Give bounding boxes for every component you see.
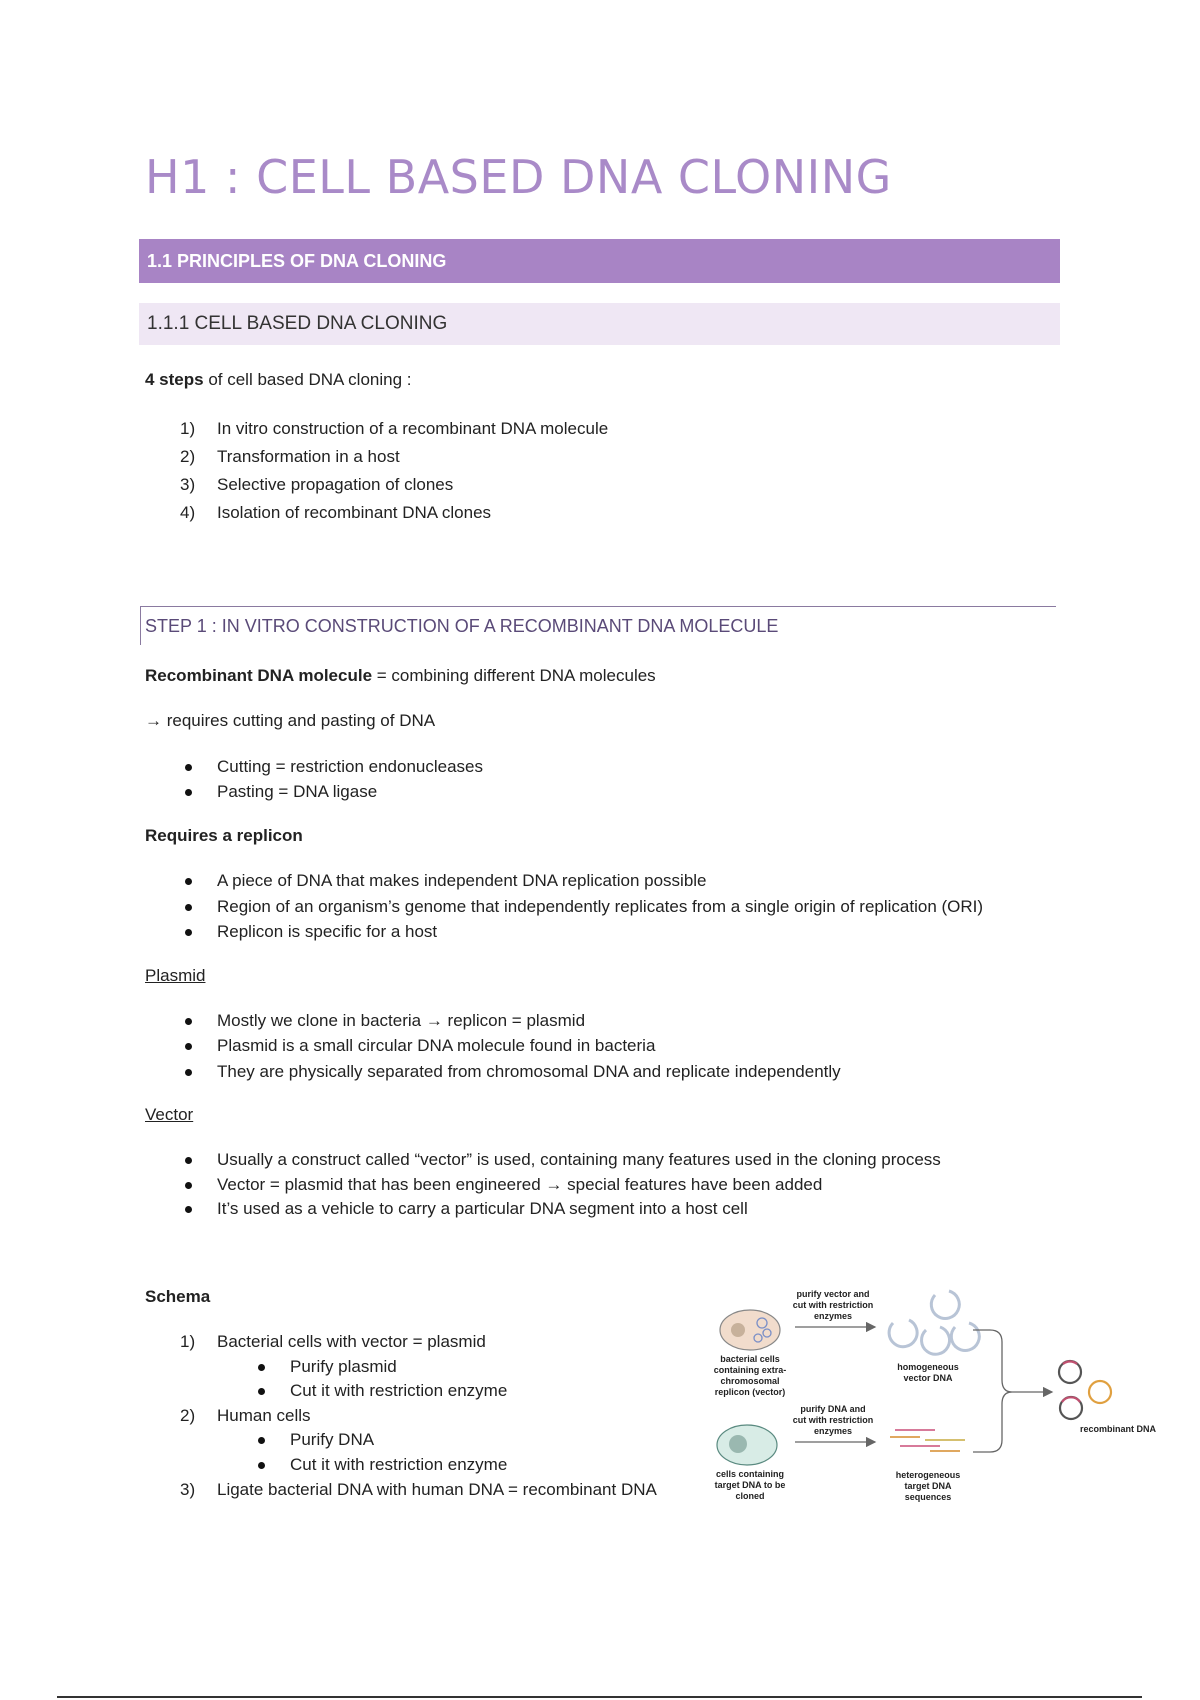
steps-intro-bold: 4 steps: [145, 370, 204, 389]
cutting-item: Cutting = restriction endonucleases: [217, 757, 484, 776]
plasmid-item: Mostly we clone in bacteria → replicon = plasmid: [217, 1011, 586, 1030]
bullet: [185, 929, 192, 936]
brace-icon: [973, 1330, 1012, 1452]
schema-item: Bacterial cells with vector = plasmid: [217, 1332, 486, 1351]
cloning-schema-figure: [690, 1280, 1170, 1520]
vector-heading: Vector: [145, 1105, 194, 1124]
schema-number: 3): [180, 1480, 196, 1499]
step1-heading: STEP 1 : IN VITRO CONSTRUCTION OF A RECOMBINANT DNA MOLECULE: [145, 616, 779, 636]
bullet: [258, 1462, 265, 1469]
schema-subitem: Cut it with restriction enzyme: [290, 1455, 508, 1474]
bullet: [185, 878, 192, 885]
bullet: [185, 764, 192, 771]
vector-item: It’s used as a vehicle to carry a particular DNA segment into a host cell: [217, 1199, 748, 1218]
bullet: [185, 904, 192, 911]
schema-heading: Schema: [145, 1287, 211, 1306]
fig-label: containing extra-: [713, 1365, 787, 1375]
recombinant-definition: [145, 666, 656, 686]
step-number: 1): [180, 419, 196, 438]
bullet: [258, 1388, 265, 1395]
schema-subitem: Purify DNA: [290, 1430, 375, 1449]
schema-subitem: Cut it with restriction enzyme: [290, 1381, 508, 1400]
fig-label: purify DNA and: [800, 1404, 866, 1414]
schema-subitem: Purify plasmid: [290, 1357, 397, 1376]
replicon-item: Region of an organism’s genome that independently replicates from a single origin of replication (ORI): [217, 897, 984, 916]
fig-label: vector DNA: [903, 1373, 953, 1383]
bullet: [258, 1437, 265, 1444]
cut-vector-icon: [889, 1291, 979, 1354]
fig-label: sequences: [904, 1492, 952, 1502]
step-text: Isolation of recombinant DNA clones: [217, 503, 492, 522]
step-text: Transformation in a host: [217, 447, 400, 466]
replicon-item: Replicon is specific for a host: [217, 922, 438, 941]
fig-label: target DNA: [904, 1481, 952, 1491]
subsection-heading: 1.1.1 CELL BASED DNA CLONING: [139, 303, 1060, 345]
vector-item: Vector = plasmid that has been engineered → special features have been added: [217, 1175, 823, 1194]
fig-label: homogeneous: [897, 1362, 959, 1372]
fig-label: cut with restriction: [792, 1415, 874, 1425]
plasmid-heading: Plasmid: [145, 966, 206, 985]
step-text: Selective propagation of clones: [217, 475, 454, 494]
schema-item: Ligate bacterial DNA with human DNA = recombinant DNA: [217, 1480, 657, 1499]
bullet: [185, 1206, 192, 1213]
fig-label: bacterial cells: [720, 1354, 780, 1364]
human-cell-icon: [717, 1425, 777, 1465]
fig-label: enzymes: [813, 1426, 853, 1436]
dna-fragments-icon: [890, 1430, 965, 1451]
page-title: H1 : CELL BASED DNA CLONING: [145, 150, 892, 204]
section-heading: 1.1 PRINCIPLES OF DNA CLONING: [139, 239, 1060, 283]
requires-cutting: → requires cutting and pasting of DNA: [145, 711, 436, 730]
schema-number: 2): [180, 1406, 196, 1425]
schema-item: Human cells: [217, 1406, 311, 1425]
cutting-item: Pasting = DNA ligase: [217, 782, 378, 801]
footer-divider: [57, 1696, 1142, 1698]
plasmid-item: They are physically separated from chromosomal DNA and replicate independently: [217, 1062, 841, 1081]
bullet: [258, 1364, 265, 1371]
step-text: In vitro construction of a recombinant DNA molecule: [217, 419, 609, 438]
steps-intro-rest: of cell based DNA cloning :: [208, 370, 412, 389]
step-number: 4): [180, 503, 196, 522]
fig-label: cut with restriction: [792, 1300, 874, 1310]
fig-label: heterogeneous: [895, 1470, 961, 1480]
replicon-item: A piece of DNA that makes independent DNA replication possible: [217, 871, 707, 890]
replicon-heading: Requires a replicon: [145, 826, 303, 845]
bullet: [185, 789, 192, 796]
bullet: [185, 1018, 192, 1025]
vector-item: Usually a construct called “vector” is used, containing many features used in the cloning process: [217, 1150, 941, 1169]
bullet: [185, 1069, 192, 1076]
schema-number: 1): [180, 1332, 196, 1351]
fig-label: replicon (vector): [714, 1387, 786, 1397]
recombinant-def: = combining different DNA molecules: [376, 666, 656, 685]
fig-label: cells containing: [715, 1469, 785, 1479]
bullet: [185, 1157, 192, 1164]
fig-label: enzymes: [813, 1311, 853, 1321]
bullet: [185, 1182, 192, 1189]
plasmid-item: Plasmid is a small circular DNA molecule found in bacteria: [217, 1036, 656, 1055]
step-number: 2): [180, 447, 196, 466]
recombinant-term: Recombinant DNA molecule: [145, 666, 373, 685]
fig-label: purify vector and: [796, 1289, 870, 1299]
recombinant-plasmid-icon: [1059, 1361, 1111, 1419]
fig-label: cloned: [735, 1491, 765, 1501]
step-number: 3): [180, 475, 196, 494]
fig-label: target DNA to be: [714, 1480, 786, 1490]
fig-label: recombinant DNA: [1079, 1424, 1157, 1434]
bacterial-cell-icon: [720, 1310, 780, 1350]
steps-intro: [145, 370, 412, 390]
fig-label: chromosomal: [720, 1376, 780, 1386]
bullet: [185, 1043, 192, 1050]
